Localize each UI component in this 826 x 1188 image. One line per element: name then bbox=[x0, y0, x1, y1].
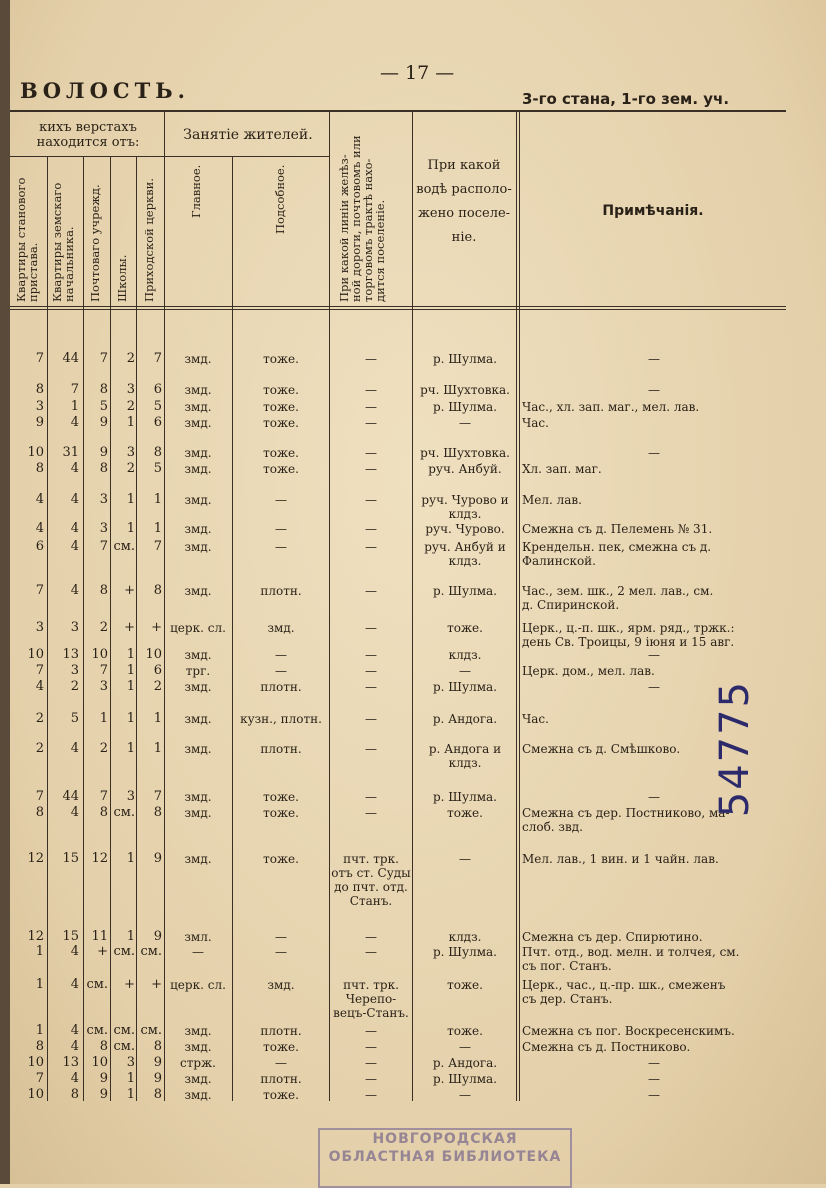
cell-sec: — bbox=[275, 945, 287, 959]
cell-note: Мел. лав., 1 вин. и 1 чайн. лав. bbox=[522, 852, 719, 866]
col-header-railway: При какой линіи желѣз- ной дороги, почтовомъ или торговомъ трактѣ нахо- дится поселеніе. bbox=[337, 135, 387, 302]
cell-note: — bbox=[648, 790, 660, 804]
cell-water: р. Шулма. bbox=[433, 400, 497, 414]
cell-water: р. Андога. bbox=[432, 712, 498, 726]
cell-b: 4 bbox=[70, 1039, 79, 1054]
cell-water: р. Шулма. bbox=[433, 680, 497, 694]
cell-sec: тоже. bbox=[263, 352, 299, 366]
cell-b: 15 bbox=[62, 929, 79, 944]
cell-sec: тоже. bbox=[263, 790, 299, 804]
cell-note: Смежна съ пог. Воскресенскимъ. bbox=[522, 1024, 735, 1038]
cell-water: — bbox=[459, 1040, 471, 1054]
col-header-water: При какой водѣ располо- жено поселе- ніе. bbox=[416, 158, 512, 245]
handwritten-inventory-number: 54775 bbox=[712, 680, 758, 818]
cell-sec: плотн. bbox=[260, 680, 302, 694]
cell-rail: — bbox=[365, 383, 377, 397]
cell-note: Смежна съ д. Постниково. bbox=[522, 1040, 691, 1054]
cell-b: 13 bbox=[62, 647, 79, 662]
cell-sec: — bbox=[275, 930, 287, 944]
cell-sec: — bbox=[275, 648, 287, 662]
cell-d: 1 bbox=[126, 929, 135, 944]
cell-a: 6 bbox=[35, 539, 44, 554]
cell-c: 2 bbox=[99, 620, 108, 635]
col-header-church: Приходской церкви. bbox=[142, 178, 156, 302]
cell-water: р. Шулма. bbox=[433, 790, 497, 804]
cell-a: 10 bbox=[27, 445, 44, 460]
cell-a: 7 bbox=[35, 663, 44, 678]
cell-rail: — bbox=[365, 446, 377, 460]
top-rule bbox=[10, 110, 786, 112]
cell-d: см. bbox=[113, 539, 135, 554]
cell-main: змд. bbox=[184, 1024, 212, 1038]
cell-rail: — bbox=[365, 945, 377, 959]
cell-b: 44 bbox=[62, 789, 79, 804]
cell-note: — bbox=[648, 383, 660, 397]
cell-d: 2 bbox=[126, 461, 135, 476]
cell-a: 4 bbox=[35, 679, 44, 694]
cell-d: 1 bbox=[126, 1087, 135, 1102]
cell-c: 3 bbox=[99, 679, 108, 694]
cell-sec: тоже. bbox=[263, 416, 299, 430]
cell-rail: — bbox=[365, 664, 377, 678]
cell-note: Церк., час., ц.-пр. шк., смеженъ съ дер. Станъ. bbox=[522, 978, 726, 1006]
cell-water: р. Шулма. bbox=[433, 945, 497, 959]
cell-main: змд. bbox=[184, 1088, 212, 1102]
occupation-group-header: Занятіе жителей. bbox=[183, 127, 313, 143]
cell-a: 10 bbox=[27, 1087, 44, 1102]
cell-rail: — bbox=[365, 648, 377, 662]
volost-heading: ВОЛОСТЬ. bbox=[20, 78, 190, 103]
cell-b: 8 bbox=[70, 1087, 79, 1102]
cell-a: 10 bbox=[27, 647, 44, 662]
cell-main: змд. bbox=[184, 416, 212, 430]
cell-water: руч. Анбуй. bbox=[428, 462, 502, 476]
cell-e: 9 bbox=[153, 851, 162, 866]
cell-e: см. bbox=[140, 1023, 162, 1038]
cell-e: + bbox=[151, 977, 162, 992]
cell-a: 4 bbox=[35, 521, 44, 536]
cell-water: тоже. bbox=[447, 978, 483, 992]
cell-main: змд. bbox=[184, 400, 212, 414]
cell-c: см. bbox=[86, 977, 108, 992]
cell-d: 3 bbox=[126, 445, 135, 460]
cell-main: змд. bbox=[184, 522, 212, 536]
cell-rail: — bbox=[365, 493, 377, 507]
cell-b: 4 bbox=[70, 539, 79, 554]
cell-e: 1 bbox=[153, 711, 162, 726]
cell-e: 9 bbox=[153, 929, 162, 944]
cell-sec: змд. bbox=[267, 978, 295, 992]
cell-water: клдз. bbox=[448, 930, 482, 944]
distance-group-header: кихъ верстахъ находится отъ: bbox=[36, 120, 140, 150]
cell-d: см. bbox=[113, 1039, 135, 1054]
cell-b: 4 bbox=[70, 492, 79, 507]
cell-d: 1 bbox=[126, 679, 135, 694]
cell-rail: — bbox=[365, 540, 377, 554]
cell-d: 2 bbox=[126, 399, 135, 414]
cell-a: 7 bbox=[35, 1071, 44, 1086]
cell-b: 4 bbox=[70, 583, 79, 598]
cell-water: р. Шулма. bbox=[433, 1072, 497, 1086]
cell-c: 7 bbox=[99, 539, 108, 554]
cell-a: 9 bbox=[35, 415, 44, 430]
cell-main: змд. bbox=[184, 540, 212, 554]
col-divider bbox=[47, 156, 48, 1101]
cell-b: 4 bbox=[70, 521, 79, 536]
cell-rail: — bbox=[365, 416, 377, 430]
cell-note: Церк., ц.-п. шк., ярм. ряд., тржк.: день Св. Троицы, 9 іюня и 15 авг. bbox=[522, 621, 735, 649]
cell-a: 8 bbox=[35, 805, 44, 820]
cell-rail: — bbox=[365, 1040, 377, 1054]
cell-sec: тоже. bbox=[263, 806, 299, 820]
cell-a: 3 bbox=[35, 399, 44, 414]
cell-c: см. bbox=[86, 1023, 108, 1038]
cell-main: змд. bbox=[184, 584, 212, 598]
cell-e: + bbox=[151, 620, 162, 635]
cell-rail: — bbox=[365, 1024, 377, 1038]
cell-d: 1 bbox=[126, 851, 135, 866]
cell-d: 3 bbox=[126, 382, 135, 397]
cell-c: 5 bbox=[99, 399, 108, 414]
cell-b: 4 bbox=[70, 741, 79, 756]
cell-note: Час. bbox=[522, 416, 549, 430]
col-header-zemsky: Квартиры земскаго начальника. bbox=[50, 182, 76, 302]
cell-d: см. bbox=[113, 944, 135, 959]
cell-water: р. Шулма. bbox=[433, 352, 497, 366]
cell-e: 7 bbox=[153, 789, 162, 804]
cell-water: рч. Шухтовка. bbox=[420, 383, 510, 397]
col-divider bbox=[519, 110, 520, 1101]
cell-note: Смежна съ дер. Спирютино. bbox=[522, 930, 703, 944]
cell-a: 1 bbox=[35, 977, 44, 992]
cell-a: 8 bbox=[35, 461, 44, 476]
cell-d: 1 bbox=[126, 647, 135, 662]
cell-b: 5 bbox=[70, 711, 79, 726]
cell-main: церк. сл. bbox=[170, 621, 226, 635]
district-heading: 3-го стана, 1-го зем. уч. bbox=[522, 90, 730, 108]
cell-c: 1 bbox=[99, 711, 108, 726]
col-header-secondary: Подсобное. bbox=[273, 165, 287, 235]
cell-b: 7 bbox=[70, 382, 79, 397]
cell-sec: — bbox=[275, 493, 287, 507]
cell-sec: тоже. bbox=[263, 446, 299, 460]
cell-rail: пчт. трк. отъ ст. Суды до пчт. отд. Станъ. bbox=[331, 852, 411, 908]
cell-d: см. bbox=[113, 1023, 135, 1038]
cell-main: змд. bbox=[184, 806, 212, 820]
cell-b: 4 bbox=[70, 805, 79, 820]
cell-b: 2 bbox=[70, 679, 79, 694]
distance-group-rule bbox=[10, 156, 165, 157]
occupation-group-rule bbox=[165, 156, 330, 157]
cell-e: 8 bbox=[153, 583, 162, 598]
cell-c: 11 bbox=[91, 929, 108, 944]
cell-b: 4 bbox=[70, 977, 79, 992]
cell-c: 7 bbox=[99, 789, 108, 804]
cell-water: — bbox=[459, 664, 471, 678]
cell-d: 1 bbox=[126, 741, 135, 756]
cell-rail: — bbox=[365, 1056, 377, 1070]
cell-main: змд. bbox=[184, 852, 212, 866]
cell-c: 8 bbox=[99, 1039, 108, 1054]
cell-b: 1 bbox=[70, 399, 79, 414]
cell-a: 1 bbox=[35, 944, 44, 959]
page-binding-edge bbox=[0, 0, 10, 1184]
cell-b: 44 bbox=[62, 351, 79, 366]
cell-d: 1 bbox=[126, 492, 135, 507]
cell-rail: — bbox=[365, 462, 377, 476]
cell-rail: — bbox=[365, 742, 377, 756]
cell-c: 2 bbox=[99, 741, 108, 756]
cell-water: р. Андога и клдз. bbox=[428, 742, 502, 770]
cell-e: 1 bbox=[153, 741, 162, 756]
cell-d: см. bbox=[113, 805, 135, 820]
cell-main: змд. bbox=[184, 712, 212, 726]
cell-rail: — bbox=[365, 806, 377, 820]
cell-note: — bbox=[648, 1056, 660, 1070]
col-divider bbox=[232, 156, 233, 1101]
cell-note: Церк. дом., мел. лав. bbox=[522, 664, 655, 678]
cell-note: Мел. лав. bbox=[522, 493, 582, 507]
cell-main: — bbox=[192, 945, 204, 959]
cell-note: Смежна съ дер. Постниково, ма- слоб. звд. bbox=[522, 806, 730, 834]
cell-sec: — bbox=[275, 522, 287, 536]
cell-water: р. Шулма. bbox=[433, 584, 497, 598]
cell-main: церк. сл. bbox=[170, 978, 226, 992]
cell-note: — bbox=[648, 1088, 660, 1102]
cell-e: 8 bbox=[153, 445, 162, 460]
cell-c: 9 bbox=[99, 1087, 108, 1102]
cell-b: 3 bbox=[70, 620, 79, 635]
cell-water: р. Андога. bbox=[432, 1056, 498, 1070]
cell-e: 10 bbox=[145, 647, 162, 662]
cell-b: 4 bbox=[70, 944, 79, 959]
cell-a: 7 bbox=[35, 351, 44, 366]
cell-sec: змд. bbox=[267, 621, 295, 635]
cell-c: 3 bbox=[99, 492, 108, 507]
cell-sec: тоже. bbox=[263, 1040, 299, 1054]
header-bottom-rule-2 bbox=[10, 309, 786, 310]
cell-e: 8 bbox=[153, 805, 162, 820]
cell-e: 1 bbox=[153, 521, 162, 536]
cell-a: 7 bbox=[35, 789, 44, 804]
cell-main: змд. bbox=[184, 352, 212, 366]
cell-note: Час., зем. шк., 2 мел. лав., см. д. Спиринской. bbox=[522, 584, 714, 612]
cell-e: 5 bbox=[153, 399, 162, 414]
cell-main: стрж. bbox=[180, 1056, 216, 1070]
cell-e: 1 bbox=[153, 492, 162, 507]
cell-water: клдз. bbox=[448, 648, 482, 662]
cell-c: 9 bbox=[99, 445, 108, 460]
col-header-stanovoy: Квартиры станового пристава. bbox=[14, 177, 40, 302]
cell-sec: тоже. bbox=[263, 383, 299, 397]
cell-water: рч. Шухтовка. bbox=[420, 446, 510, 460]
cell-c: + bbox=[97, 944, 108, 959]
cell-main: змд. bbox=[184, 790, 212, 804]
col-header-schools: Школы. bbox=[115, 254, 129, 302]
cell-d: 3 bbox=[126, 789, 135, 804]
cell-d: + bbox=[124, 620, 135, 635]
cell-e: 5 bbox=[153, 461, 162, 476]
cell-c: 3 bbox=[99, 521, 108, 536]
cell-main: змд. bbox=[184, 1072, 212, 1086]
cell-water: тоже. bbox=[447, 1024, 483, 1038]
cell-e: 9 bbox=[153, 1055, 162, 1070]
cell-note: Смежна съ д. Пелемень № 31. bbox=[522, 522, 713, 536]
cell-d: 3 bbox=[126, 1055, 135, 1070]
cell-d: 1 bbox=[126, 663, 135, 678]
cell-a: 1 bbox=[35, 1023, 44, 1038]
cell-main: змд. bbox=[184, 742, 212, 756]
cell-sec: — bbox=[275, 1056, 287, 1070]
cell-d: + bbox=[124, 583, 135, 598]
cell-e: 8 bbox=[153, 1039, 162, 1054]
col-header-main: Главное. bbox=[189, 165, 203, 219]
cell-sec: плотн. bbox=[260, 1024, 302, 1038]
cell-main: змд. bbox=[184, 493, 212, 507]
cell-rail: — bbox=[365, 1072, 377, 1086]
cell-rail: — bbox=[365, 680, 377, 694]
col-header-notes: Примѣчанія. bbox=[602, 203, 704, 219]
cell-note: Хл. зап. маг. bbox=[522, 462, 602, 476]
col-header-post: Почтоваго учрежд. bbox=[88, 184, 102, 302]
cell-c: 7 bbox=[99, 663, 108, 678]
cell-a: 4 bbox=[35, 492, 44, 507]
cell-rail: — bbox=[365, 621, 377, 635]
cell-e: 9 bbox=[153, 1071, 162, 1086]
cell-rail: — bbox=[365, 352, 377, 366]
cell-main: змл. bbox=[184, 930, 212, 944]
cell-c: 8 bbox=[99, 382, 108, 397]
cell-b: 4 bbox=[70, 1071, 79, 1086]
cell-note: — bbox=[648, 648, 660, 662]
cell-e: 6 bbox=[153, 415, 162, 430]
cell-a: 12 bbox=[27, 929, 44, 944]
cell-rail: — bbox=[365, 790, 377, 804]
cell-main: трг. bbox=[185, 664, 211, 678]
cell-rail: пчт. трк. Черепо- вецъ-Станъ. bbox=[333, 978, 409, 1020]
cell-note: Крендельн. пек, смежна съ д. Фалинской. bbox=[522, 540, 712, 568]
cell-water: руч. Чурово. bbox=[425, 522, 505, 536]
cell-b: 4 bbox=[70, 1023, 79, 1038]
cell-sec: тоже. bbox=[263, 462, 299, 476]
cell-a: 7 bbox=[35, 583, 44, 598]
cell-sec: плотн. bbox=[260, 1072, 302, 1086]
cell-sec: тоже. bbox=[263, 400, 299, 414]
cell-rail: — bbox=[365, 400, 377, 414]
cell-sec: плотн. bbox=[260, 584, 302, 598]
cell-d: 1 bbox=[126, 521, 135, 536]
cell-b: 15 bbox=[62, 851, 79, 866]
cell-main: змд. bbox=[184, 648, 212, 662]
cell-water: тоже. bbox=[447, 806, 483, 820]
cell-main: змд. bbox=[184, 1040, 212, 1054]
cell-e: 6 bbox=[153, 663, 162, 678]
cell-b: 3 bbox=[70, 663, 79, 678]
cell-a: 10 bbox=[27, 1055, 44, 1070]
cell-sec: кузн., плотн. bbox=[240, 712, 322, 726]
cell-a: 8 bbox=[35, 1039, 44, 1054]
cell-sec: тоже. bbox=[263, 852, 299, 866]
cell-d: + bbox=[124, 977, 135, 992]
cell-b: 13 bbox=[62, 1055, 79, 1070]
cell-rail: — bbox=[365, 712, 377, 726]
cell-sec: — bbox=[275, 664, 287, 678]
cell-c: 8 bbox=[99, 583, 108, 598]
cell-water: — bbox=[459, 1088, 471, 1102]
cell-note: Смежна съ д. Смѣшково. bbox=[522, 742, 681, 756]
cell-main: змд. bbox=[184, 680, 212, 694]
cell-note: — bbox=[648, 1072, 660, 1086]
header-bottom-rule bbox=[10, 306, 786, 307]
cell-note: — bbox=[648, 680, 660, 694]
cell-main: змд. bbox=[184, 446, 212, 460]
cell-a: 2 bbox=[35, 711, 44, 726]
cell-e: см. bbox=[140, 944, 162, 959]
cell-e: 7 bbox=[153, 351, 162, 366]
cell-water: руч. Чурово и клдз. bbox=[421, 493, 509, 521]
cell-e: 7 bbox=[153, 539, 162, 554]
cell-a: 3 bbox=[35, 620, 44, 635]
cell-note: — bbox=[648, 446, 660, 460]
cell-b: 31 bbox=[62, 445, 79, 460]
cell-d: 1 bbox=[126, 711, 135, 726]
cell-a: 8 bbox=[35, 382, 44, 397]
cell-rail: — bbox=[365, 522, 377, 536]
cell-rail: — bbox=[365, 1088, 377, 1102]
cell-e: 8 bbox=[153, 1087, 162, 1102]
cell-c: 12 bbox=[91, 851, 108, 866]
cell-c: 9 bbox=[99, 415, 108, 430]
cell-note: Пчт. отд., вод. мелн. и толчея, см. съ пог. Станъ. bbox=[522, 945, 740, 973]
cell-d: 1 bbox=[126, 1071, 135, 1086]
cell-water: — bbox=[459, 416, 471, 430]
col-divider bbox=[164, 110, 165, 1101]
cell-main: змд. bbox=[184, 462, 212, 476]
cell-c: 8 bbox=[99, 461, 108, 476]
col-divider bbox=[83, 156, 84, 1101]
cell-rail: — bbox=[365, 584, 377, 598]
cell-water: руч. Анбуй и клдз. bbox=[424, 540, 506, 568]
cell-d: 1 bbox=[126, 415, 135, 430]
cell-main: змд. bbox=[184, 383, 212, 397]
cell-note: Час., хл. зап. маг., мел. лав. bbox=[522, 400, 700, 414]
library-stamp: НОВГОРОДСКАЯ ОБЛАСТНАЯ БИБЛИОТЕКА bbox=[318, 1128, 572, 1188]
cell-e: 6 bbox=[153, 382, 162, 397]
cell-note: Час. bbox=[522, 712, 549, 726]
cell-c: 9 bbox=[99, 1071, 108, 1086]
cell-b: 4 bbox=[70, 461, 79, 476]
cell-c: 10 bbox=[91, 1055, 108, 1070]
cell-sec: тоже. bbox=[263, 1088, 299, 1102]
cell-e: 2 bbox=[153, 679, 162, 694]
cell-sec: — bbox=[275, 540, 287, 554]
cell-water: — bbox=[459, 852, 471, 866]
cell-c: 7 bbox=[99, 351, 108, 366]
cell-water: тоже. bbox=[447, 621, 483, 635]
cell-rail: — bbox=[365, 930, 377, 944]
cell-d: 2 bbox=[126, 351, 135, 366]
cell-sec: плотн. bbox=[260, 742, 302, 756]
page-number: — 17 — bbox=[380, 62, 455, 84]
cell-b: 4 bbox=[70, 415, 79, 430]
cell-a: 2 bbox=[35, 741, 44, 756]
cell-c: 8 bbox=[99, 805, 108, 820]
cell-c: 10 bbox=[91, 647, 108, 662]
cell-note: — bbox=[648, 352, 660, 366]
cell-a: 12 bbox=[27, 851, 44, 866]
